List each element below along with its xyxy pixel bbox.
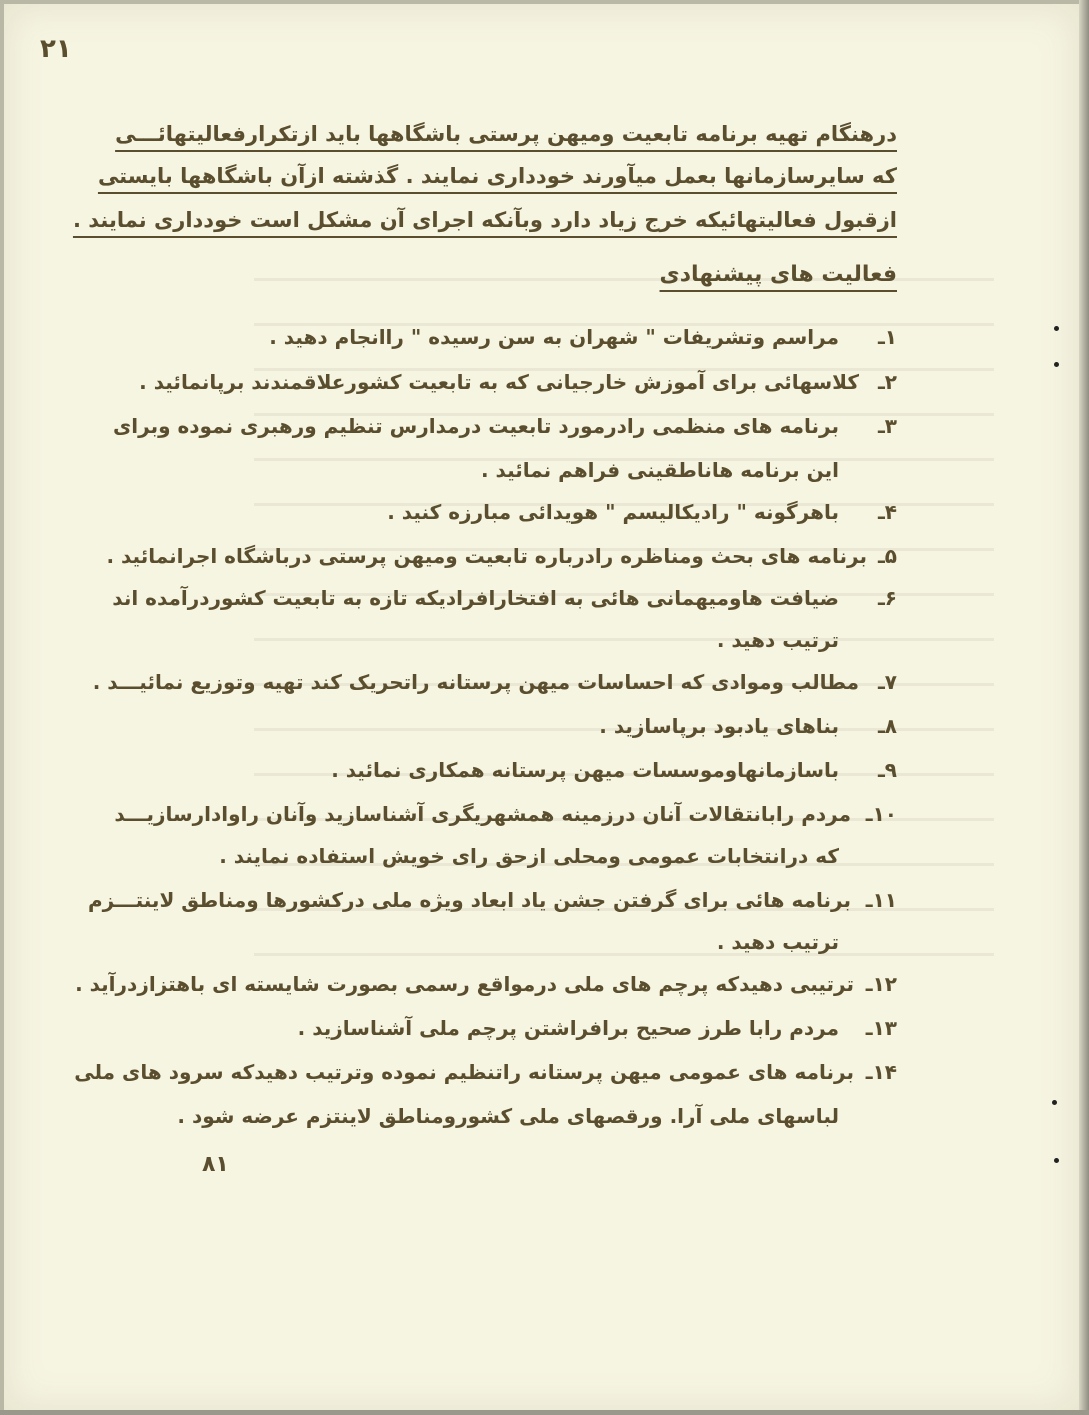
item-number: ۱۰ـ (865, 802, 897, 826)
item-text-continuation: ترتیب دهید . (716, 930, 839, 954)
speck (1054, 326, 1059, 331)
item-number: ۶ـ (877, 586, 897, 610)
item-text: مراسم وتشریفات " شهران به سن رسیده " راانجام دهید . (269, 325, 839, 349)
section-heading: فعالیت های پیشنهادی (659, 262, 897, 287)
item-number: ۵ـ (877, 544, 897, 568)
item-text: مردم رابا طرز صحیح برافراشتن پرچم ملی آشناسازید . (297, 1016, 839, 1040)
page-edge-right (1079, 0, 1089, 1415)
item-text: برنامه های منظمی رادرمورد تابعیت درمدارس تنظیم ورهبری نموده وبرای (112, 414, 839, 438)
item-text: مردم رابانتقالات آنان درزمینه همشهریگری آشناسازید وآنان راوادارسازیـــد (114, 802, 851, 826)
speck (1052, 1100, 1057, 1105)
item-number: ۴ـ (877, 500, 897, 524)
intro-line-1: درهنگام تهیه برنامه تابعیت ومیهن پرستی باشگاهها باید ازتکرارفعالیتهائـــی (115, 122, 897, 146)
item-number: ۱۱ـ (865, 888, 897, 912)
item-text: باهرگونه " رادیکالیسم " هویدائی مبارزه کنید . (387, 500, 839, 524)
corner-mark: ۲۱ (40, 34, 72, 64)
item-number: ۱۴ـ (865, 1060, 897, 1084)
item-text: برنامه های عمومی میهن پرستانه راتنظیم نموده وترتیب دهیدکه سرود های ملی (74, 1060, 854, 1084)
item-text: بناهای یادبود برپاسازید . (599, 714, 839, 738)
item-number: ۱۳ـ (865, 1016, 897, 1040)
intro-line-2: که سایرسازمانها بعمل میآورند خودداری نمایند . گذشته ازآن باشگاهها بایستی (97, 164, 897, 188)
speck (1054, 1158, 1059, 1163)
speck (1054, 362, 1059, 367)
item-number: ۲ـ (877, 370, 897, 394)
page-edge-bottom (0, 1410, 1089, 1415)
item-number: ۳ـ (877, 414, 897, 438)
item-number: ۸ـ (877, 714, 897, 738)
page-number: ۸۱ (202, 1152, 229, 1177)
item-text-continuation: این برنامه هاناطقینی فراهم نمائید . (480, 458, 839, 482)
item-text: برنامه هائی برای گرفتن جشن یاد ابعاد ویژه ملی درکشورها ومناطق لاینتـــزم (88, 888, 851, 912)
item-text-continuation: که درانتخابات عمومی ومحلی ازحق رای خویش استفاده نمایند . (219, 844, 839, 868)
item-text: کلاسهائی برای آموزش خارجیانی که به تابعیت کشورعلاقمندند برپانمائید . (139, 370, 859, 394)
document-page (4, 4, 1079, 1411)
item-text: ترتیبی دهیدکه پرچم های ملی درمواقع رسمی بصورت شایسته ای باهتزازدرآید . (75, 972, 854, 996)
item-number: ۱۲ـ (865, 972, 897, 996)
item-number: ۷ـ (877, 670, 897, 694)
intro-line-3: ازقبول فعالیتهائیکه خرج زیاد دارد وبآنکه اجرای آن مشکل است خودداری نمایند . (72, 208, 897, 232)
item-text: باسازمانهاوموسسات میهن پرستانه همکاری نمائید . (331, 758, 839, 782)
item-text-continuation: لباسهای ملی آرا. ورقصهای ملی کشورومناطق لاینتزم عرضه شود . (177, 1104, 839, 1128)
item-text-continuation: ترتیب دهید . (716, 628, 839, 652)
item-text: ضیافت هاومیهمانی هائی به افتخارافرادیکه تازه به تابعیت کشوردرآمده اند (112, 586, 839, 610)
item-number: ۱ـ (877, 325, 897, 349)
item-text: برنامه های بحث ومناظره رادرباره تابعیت ومیهن پرستی درباشگاه اجرانمائید . (106, 544, 867, 568)
item-text: مطالب وموادی که احساسات میهن پرستانه راتحریک کند تهیه وتوزیع نمائیـــد . (92, 670, 859, 694)
item-number: ۹ـ (877, 758, 897, 782)
